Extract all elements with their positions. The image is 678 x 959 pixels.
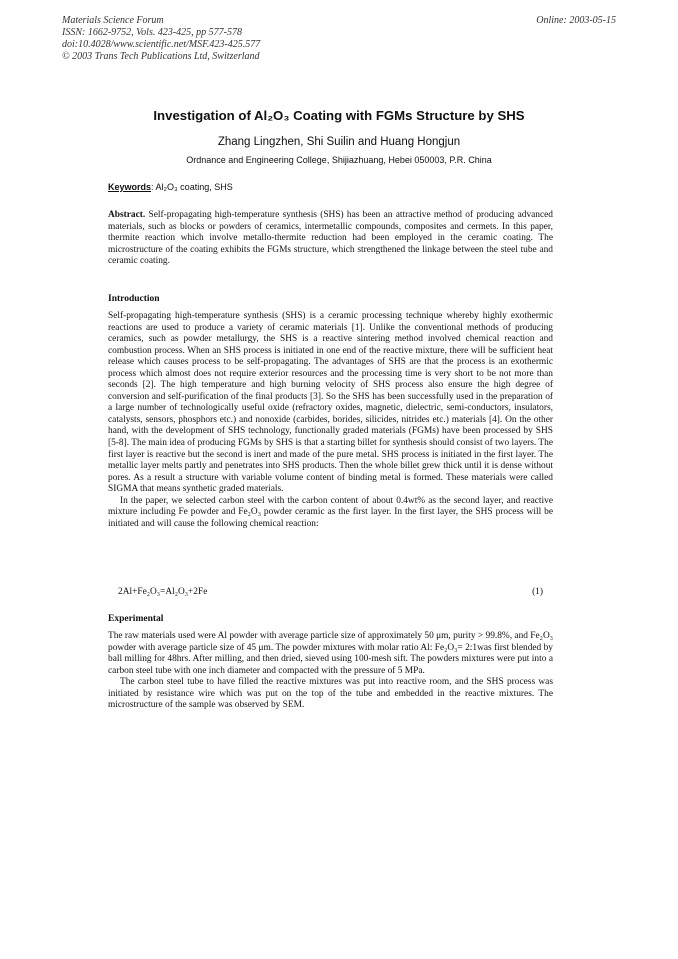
online-date: Online: 2003-05-15 [536, 15, 616, 26]
introduction-paragraph-1: Self-propagating high-temperature synthesis (SHS) is a ceramic processing technique whereby highly exothermic reactions are used to produce a variety of ceramic materials [1]. Unlike the conventional methods of producing ceramics, such as powder metallurgy, the SHS is a reactive sintering method involved chemical reaction and combustion process. When an SHS process is initiated in one end of the reactive mixture, there will be sufficient heat release which causes process to be self-propagating. The advantages of SHS are that the process is an exothermic process which almost does not require exterior resources and the processing time is very short to be not more than seconds [2]. The high temperature and high burning velocity of SHS process also ensure the high degree of conversion and self-purification of the final products [3]. So the SHS has been successfully used in the preparation of a large number of technologically useful oxide (refractory oxides, magnetic, dielectric, semi-conductors, insulators, catalysts, sensors, phosphors etc.) and nonoxide (carbides, borides, silicides, nitrides etc.) materials [4]. On the other hand, with the development of SHS technology, functionally graded materials (FGMs) have been processed by SHS [5-8]. The main idea of producing FGMs by SHS is that a starting billet for synthesis should consist of two layers. The first layer is reactive but the second is inert and made of the pure metal. SHS process is initiated in the first layer. The metallic layer melts partly and penetrates into SHS products. Then the whole billet grew thick until it is dense without pores. As a result a structure with variable volume content of binding metal is formed. These materials were called SIGMA that means synthetic graded materials. [108, 311, 553, 495]
doi-line: doi:10.4028/www.scientific.net/MSF.423-425.577 [62, 39, 261, 50]
introduction-heading: Introduction [108, 294, 160, 304]
affiliation: Ordnance and Engineering College, Shijiazhuang, Hebei 050003, P.R. China [186, 155, 492, 165]
issn-line: ISSN: 1662-9752, Vols. 423-425, pp 577-578 [62, 27, 242, 38]
header-citation [62, 15, 260, 63]
experimental-body [108, 631, 553, 712]
equation-1 [118, 586, 543, 598]
equation-text: 2Al+Fe₂O₃=Al₂O₃+2Fe [118, 587, 208, 597]
equation-number: (1) [532, 587, 543, 597]
abstract-label: Abstract. [108, 210, 146, 220]
abstract-text: Self-propagating high-temperature synthesis (SHS) has been an attractive method of producing advanced materials, such as blocks or powders of ceramics, intermetallic compounds, composites and cermets. In this paper, thermite reaction which involve metallo-thermite reduction had been employed in the ceramic coating. The microstructure of the coating exhibits the FGMs structure, which strengthened the linkage between the steel tube and ceramic coating. [108, 210, 553, 267]
experimental-heading: Experimental [108, 614, 164, 624]
copyright-line: © 2003 Trans Tech Publications Ltd, Switzerland [62, 51, 260, 62]
introduction-paragraph-2: In the paper, we selected carbon steel with the carbon content of about 0.4wt% as the second layer, and reactive mixture including Fe powder and Fe₂O₃ powder ceramic as the first layer. In the first layer, the SHS process will be initiated and will cause the following chemical reaction: [108, 495, 553, 529]
keywords-value: : Al₂O₃ coating, SHS [151, 182, 233, 192]
paper-title: Investigation of Al₂O₃ Coating with FGMs Structure by SHS [153, 108, 525, 123]
keywords-label: Keywords [108, 182, 152, 192]
journal-name: Materials Science Forum [62, 15, 164, 26]
experimental-paragraph-2: The carbon steel tube to have filled the reactive mixtures was put into reactive room, and the SHS process was initiated by resistance wire which was put on the top of the tube and embedded in the reactive mixtures. The microstructure of the sample was observed by SEM. [108, 677, 553, 711]
experimental-paragraph-1: The raw materials used were Al powder with average particle size of approximately 50 μm, purity > 99.8%, and Fe₂O₃ powder with average particle size of 45 μm. The powder mixtures with molar ratio Al: Fe₂O₃= 2:1was first blended by ball milling for 48hrs. After milling, and then dried, sieved using 100-mesh sift. The powders mixtures were put into a carbon steel tube with one inch diameter and compacted with the pressure of 5 MPa. [108, 631, 553, 676]
authors: Zhang Lingzhen, Shi Suilin and Huang Hongjun [217, 136, 461, 148]
introduction-body [108, 311, 553, 530]
abstract [108, 210, 553, 268]
keywords [108, 182, 233, 192]
